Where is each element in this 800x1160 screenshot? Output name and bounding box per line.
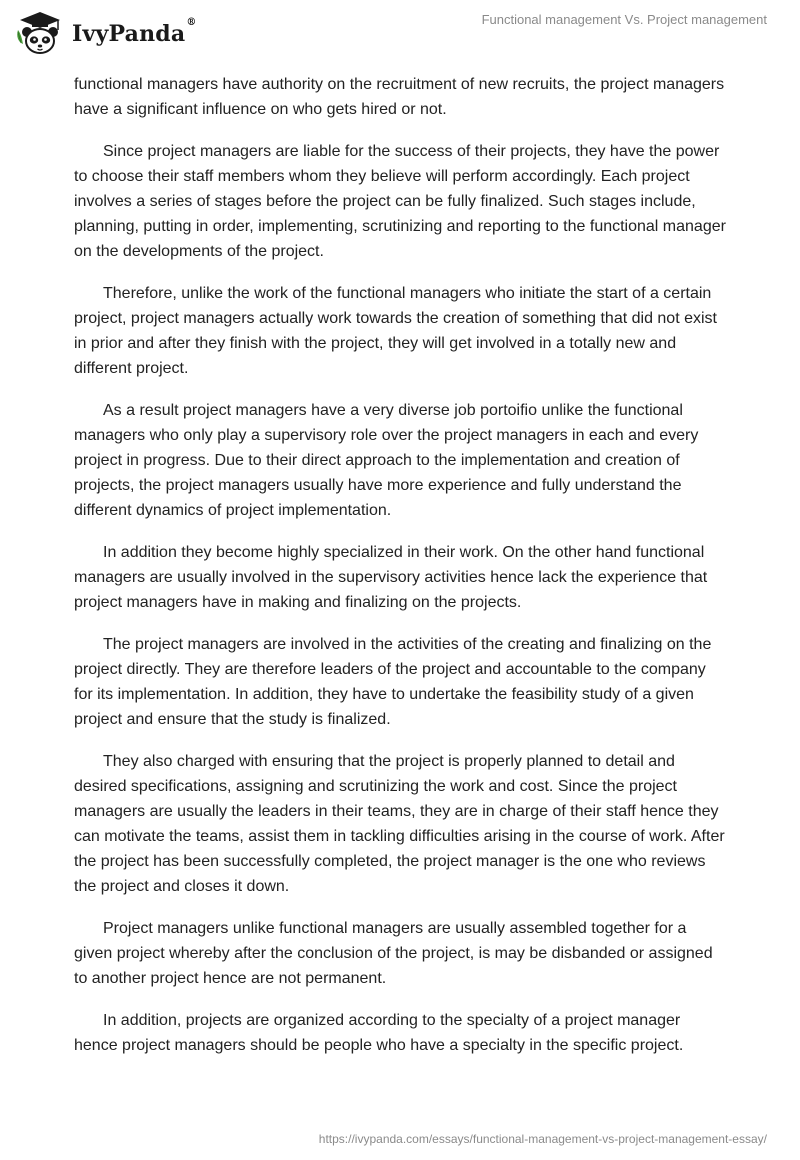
paragraph-5: In addition they become highly specialized in their work. On the other hand functional managers are usually involved in the supervisory activities hence lack the experience that project managers have in making and finalizing on the projects. xyxy=(74,544,708,611)
paragraph-9: In addition, projects are organized according to the specialty of a project manager hence project managers should be people who have a specialty in the specific project. xyxy=(74,1012,684,1054)
paragraph-1: functional managers have authority on the recruitment of new recruits, the project managers have a significant influence on who gets hired or not. xyxy=(74,76,725,118)
paragraph-2: Since project managers are liable for the success of their projects, they have the power to choose their staff members whom they believe will perform accordingly. Each project involves a series of stages before the project can be fully finalized. Such stages include, planning, putting in order, implementing, scrutinizing and reporting to the functional manager on the developments of the project. xyxy=(74,143,726,260)
document-title: Functional management Vs. Project management xyxy=(481,12,767,27)
source-url[interactable]: https://ivypanda.com/essays/functional-management-vs-project-management-essay/ xyxy=(318,1132,767,1146)
page-header xyxy=(0,0,800,60)
paragraph-7: They also charged with ensuring that the project is properly planned to detail and desired specifications, assigning and scrutinizing the work and cost. Since the project managers are usually the leaders in their teams, they are in charge of their staff hence they can motivate the teams, assist them in tackling difficulties arising in the course of work. After the project has been successfully completed, the project manager is the one who reviews the project and closes it down. xyxy=(74,753,725,895)
paragraph-8: Project managers unlike functional managers are usually assembled together for a given project whereby after the conclusion of the project, is may be disbanded or assigned to another project hence are not permanent. xyxy=(74,920,713,987)
paragraph-6: The project managers are involved in the activities of the creating and finalizing on the project directly. They are therefore leaders of the project and accountable to the company for its implementation. In addition, they have to undertake the feasibility study of a given project and ensure that the study is finalized. xyxy=(74,636,712,728)
paragraph-3: Therefore, unlike the work of the functional managers who initiate the start of a certain project, project managers actually work towards the creation of something that did not exist in prior and after they finish with the project, they will get involved in a totally new and different project. xyxy=(74,285,717,377)
essay-body xyxy=(74,72,726,1075)
ivypanda-logo[interactable] xyxy=(14,8,197,58)
registered-mark: ® xyxy=(186,17,197,28)
paragraph-4: As a result project managers have a very diverse job portoifio unlike the functional managers who only play a supervisory role over the project managers in each and every project in progress. Due to their direct approach to the implementation and creation of projects, the project managers usually have more experience and fully understand the different dynamics of project implementation. xyxy=(74,402,699,519)
panda-graduation-cap-icon xyxy=(14,8,66,58)
brand-name: IvyPanda® xyxy=(72,17,197,47)
